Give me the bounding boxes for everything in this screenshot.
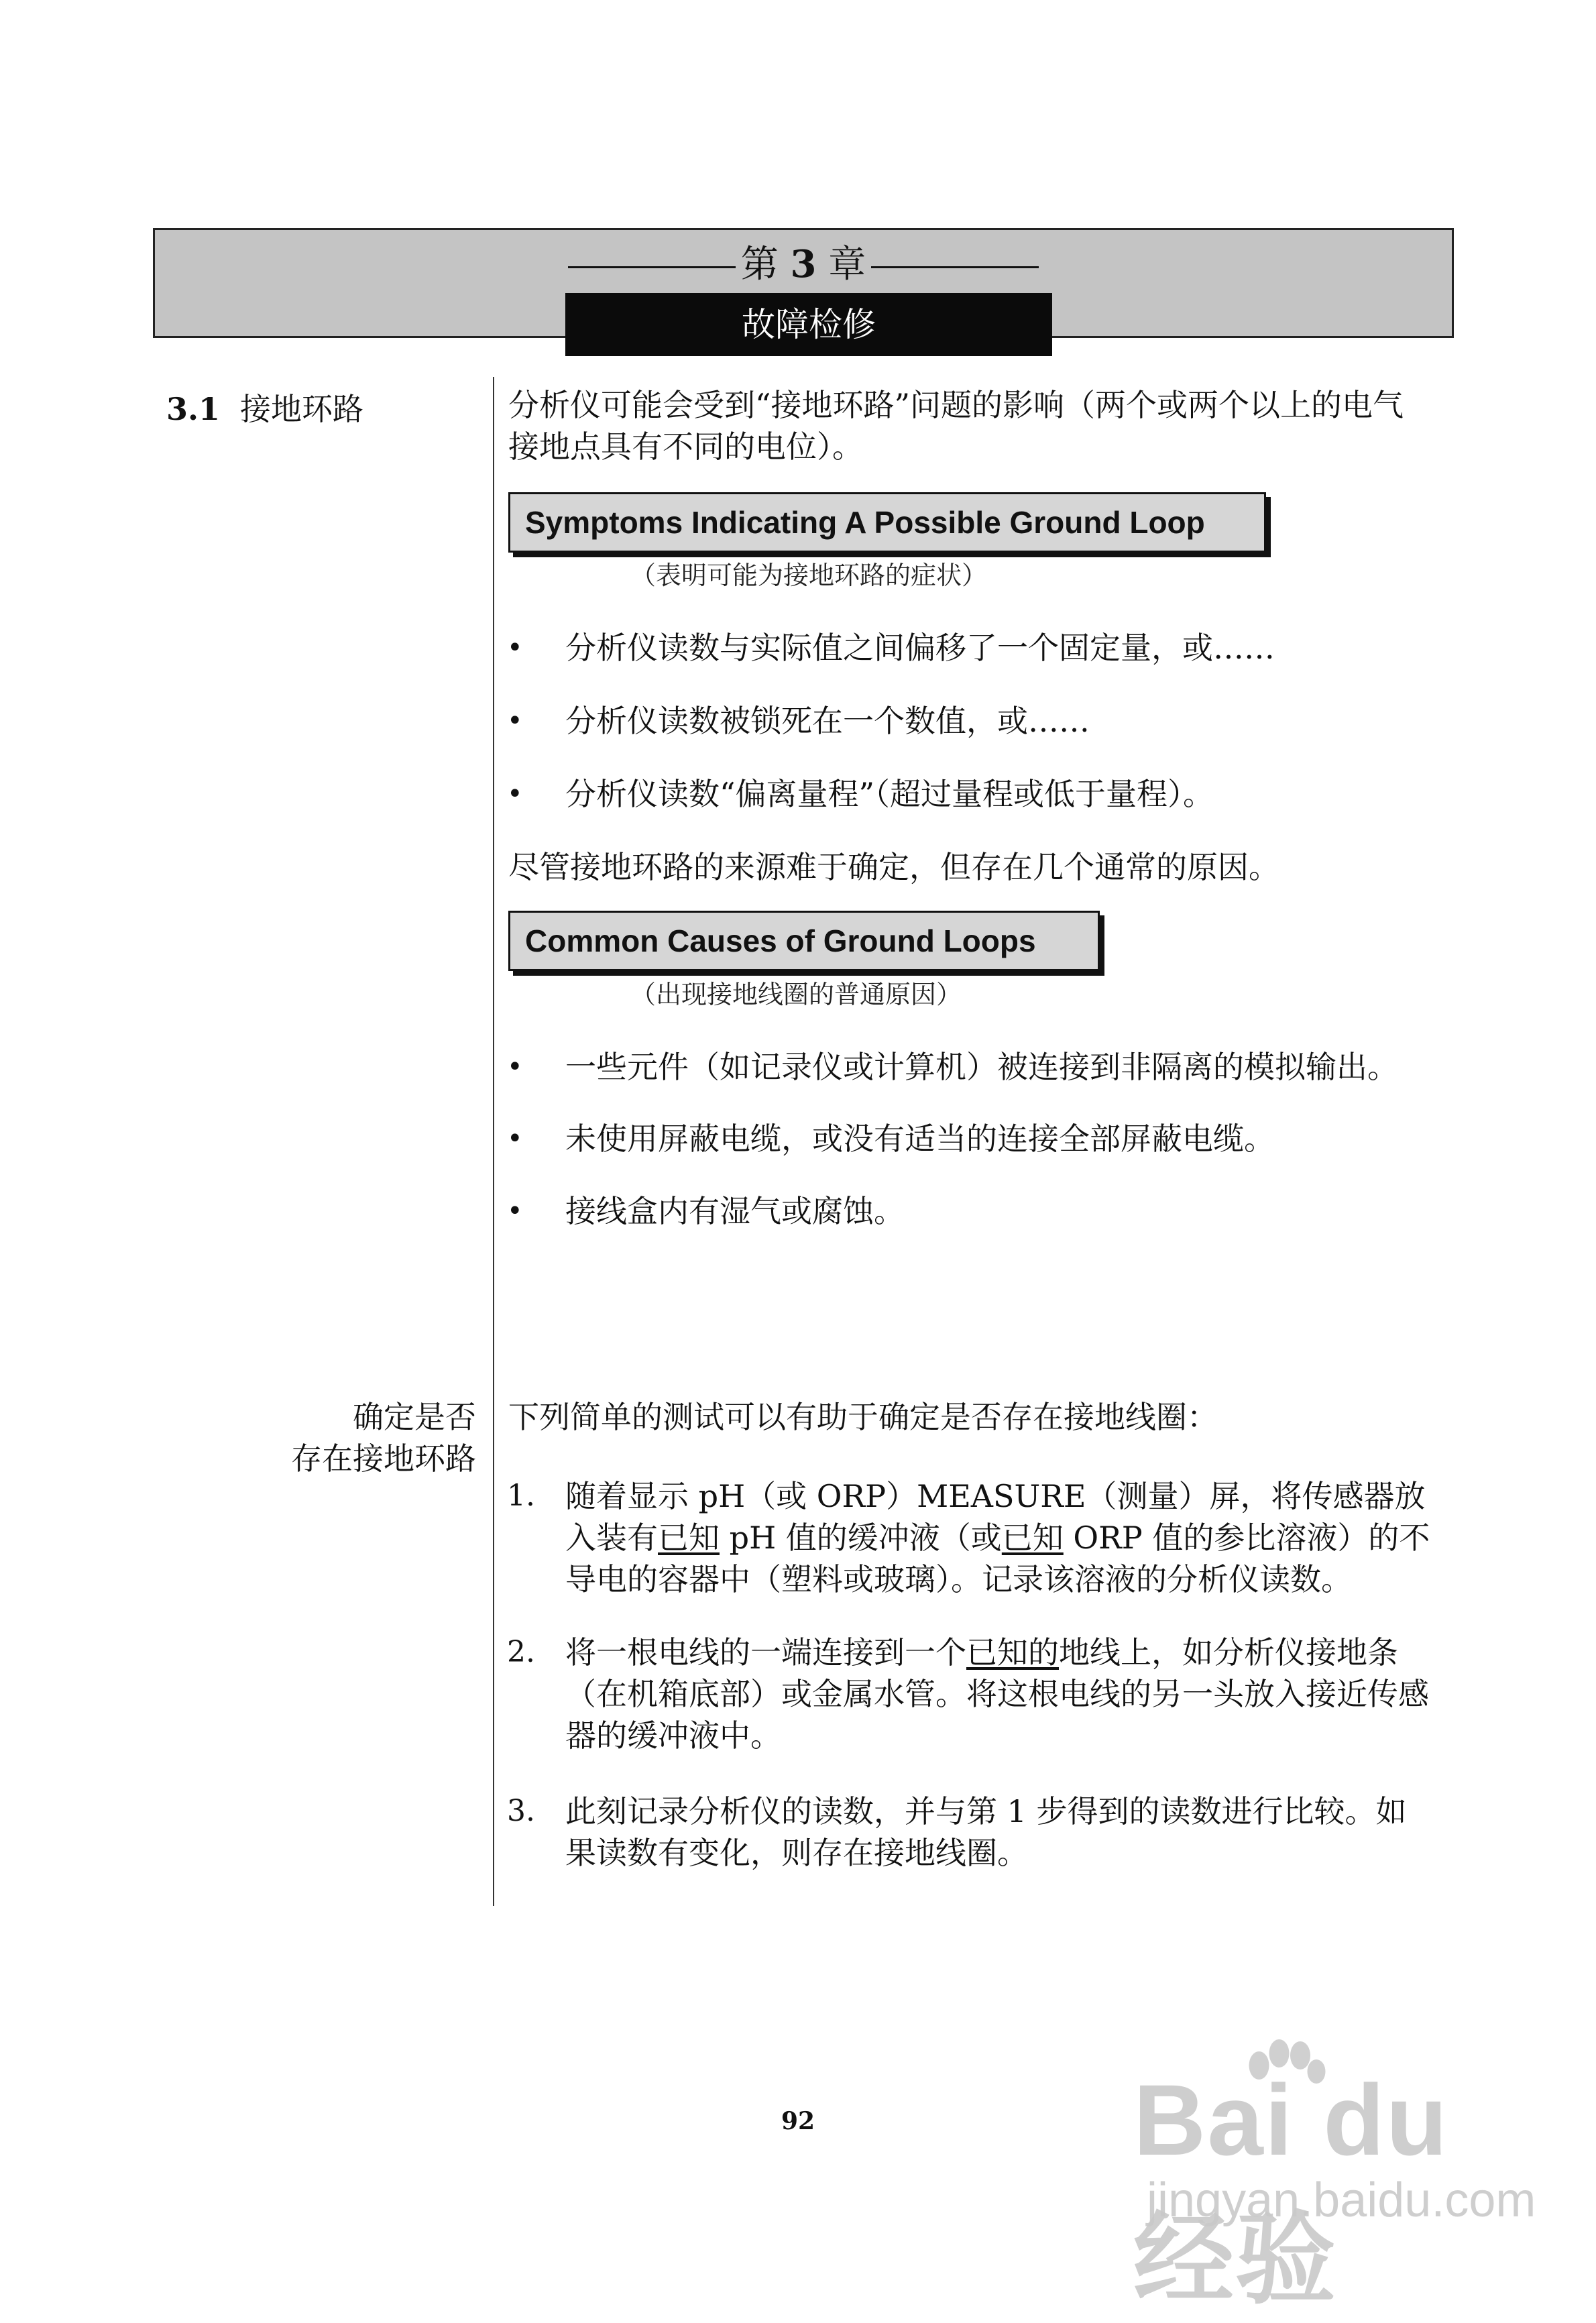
- step-number: 1.: [507, 1479, 535, 1513]
- step-text: 将一根电线的一端连接到一个已知的地线上，如分析仪接地条（在机箱底部）或金属水管。将这根电线的另一头放入接近传感器的缓冲液中。: [565, 1634, 1429, 1754]
- symptom-item: 分析仪读数与实际值之间偏移了一个固定量，或……: [565, 630, 1275, 666]
- watermark-url: jingyan.baidu.com: [1147, 2173, 1536, 2227]
- side-heading: 确定是否 存在接地环路: [291, 1399, 476, 1477]
- chapter-banner: [153, 228, 1454, 344]
- bullet-icon: •: [507, 632, 523, 663]
- section-title: 接地环路: [240, 391, 363, 427]
- watermark-brand: Bai du 经验: [1133, 2063, 1449, 2316]
- test-intro: 下列简单的测试可以有助于确定是否存在接地线圈：: [508, 1399, 1218, 1435]
- cause-item: 未使用屏蔽电缆，或没有适当的连接全部屏蔽电缆。: [565, 1121, 1275, 1157]
- symptom-item: 分析仪读数被锁死在一个数值，或……: [565, 703, 1090, 739]
- bullet-icon: •: [507, 1196, 523, 1227]
- causes-caption: （出现接地线圈的普通原因）: [630, 980, 962, 1009]
- symptoms-caption: （表明可能为接地环路的症状）: [630, 561, 988, 590]
- symptoms-heading: Symptoms Indicating A Possible Ground Loop: [508, 492, 1266, 553]
- symptom-item: 分析仪读数“偏离量程”（超过量程或低于量程）。: [565, 776, 1214, 812]
- cause-item: 接线盒内有湿气或腐蚀。: [565, 1193, 905, 1229]
- page-number: 92: [781, 2107, 815, 2135]
- step-number: 2.: [507, 1635, 535, 1669]
- causes-heading: Common Causes of Ground Loops: [508, 911, 1100, 971]
- bullet-icon: •: [507, 1052, 523, 1082]
- bullet-icon: •: [507, 1123, 523, 1154]
- column-divider: [493, 377, 494, 1906]
- chapter-title: 故障检修: [565, 293, 1052, 356]
- bullet-icon: •: [507, 779, 523, 809]
- right-rule: [871, 266, 1039, 268]
- causes-intro: 尽管接地环路的来源难于确定，但存在几个通常的原因。: [508, 849, 1279, 885]
- left-rule: [568, 266, 736, 268]
- section-number: 3.1: [166, 391, 221, 427]
- step-text: 随着显示 pH（或 ORP）MEASURE（测量）屏，将传感器放入装有已知 pH 值的缓冲液（或已知 ORP 值的参比溶液）的不导电的容器中（塑料或玻璃）。记录该溶液的分析仪读数。: [565, 1478, 1430, 1597]
- step-number: 3.: [507, 1794, 535, 1828]
- section-intro: 分析仪可能会受到“接地环路”问题的影响（两个或两个以上的电气接地点具有不同的电位）。: [508, 387, 1404, 465]
- bullet-icon: •: [507, 705, 523, 736]
- cause-item: 一些元件（如记录仪或计算机）被连接到非隔离的模拟输出。: [565, 1049, 1398, 1085]
- step-text: 此刻记录分析仪的读数，并与第 1 步得到的读数进行比较。如果读数有变化，则存在接地线圈。: [565, 1793, 1407, 1871]
- chapter-number: 第 3 章: [155, 242, 1452, 287]
- baidu-watermark: [1133, 2035, 1562, 2316]
